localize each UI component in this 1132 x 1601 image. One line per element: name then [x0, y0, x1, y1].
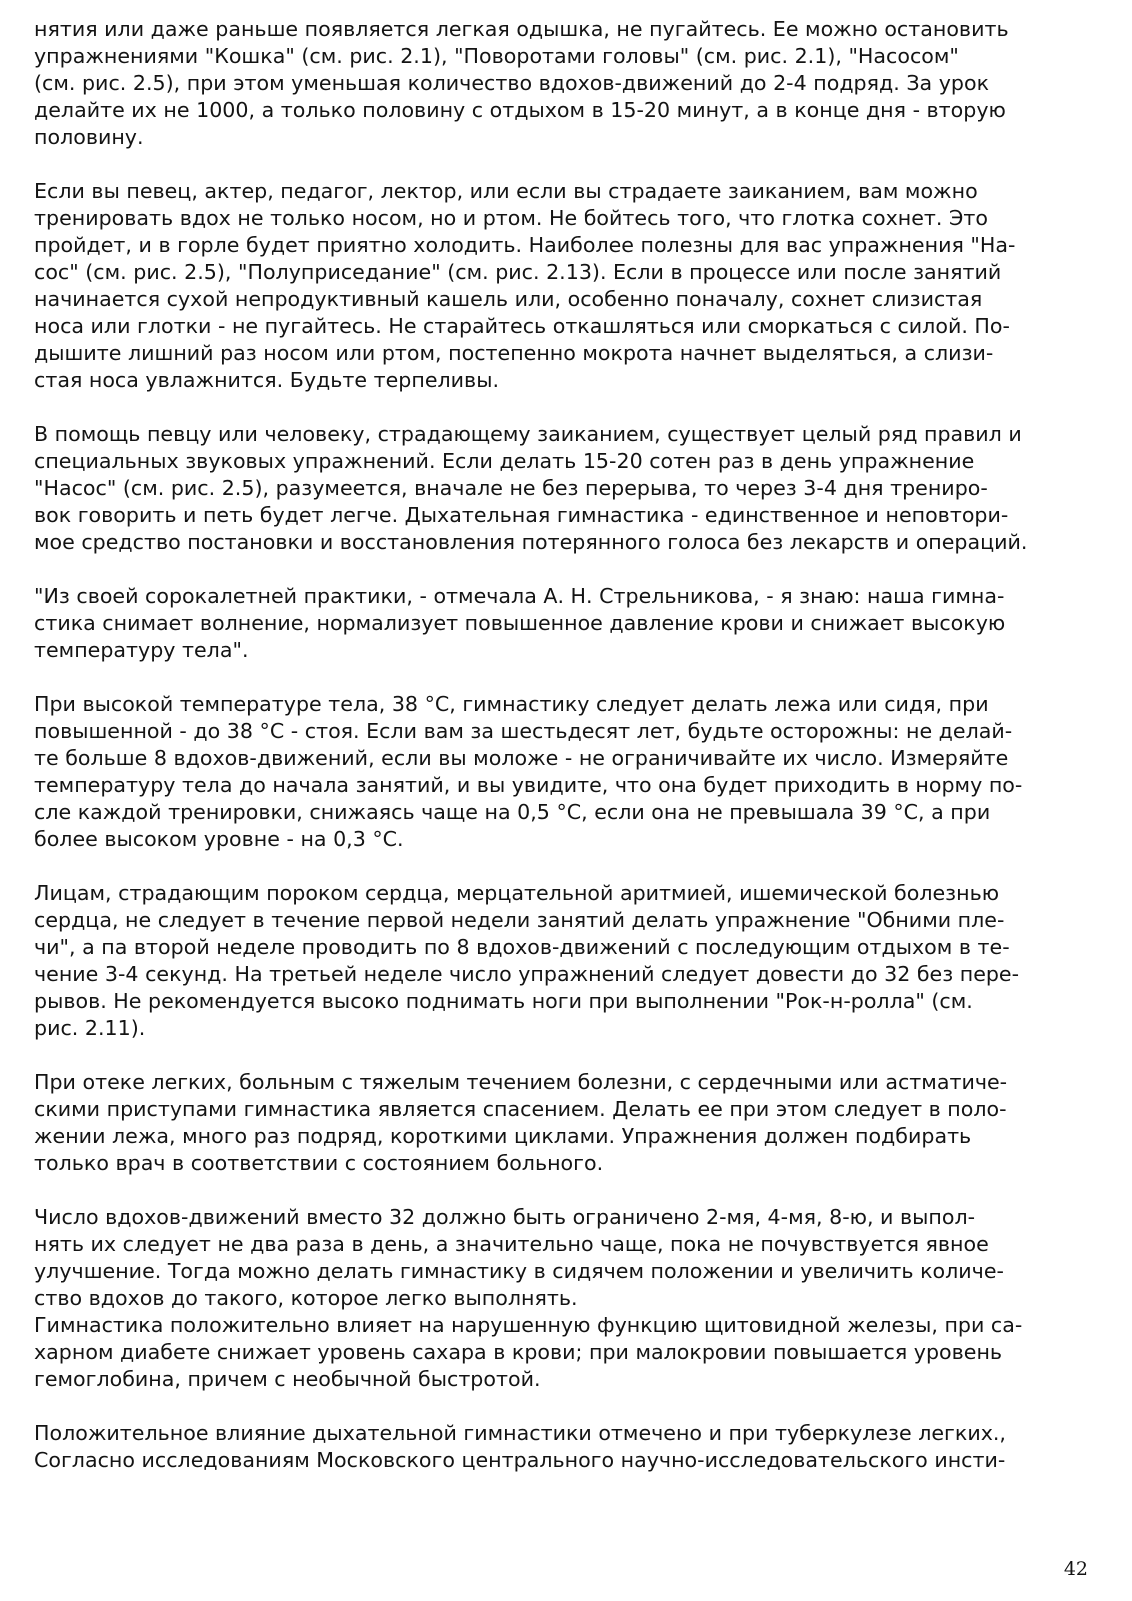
- text-line: ство вдохов до такого, которое легко выполнять.: [34, 1286, 578, 1310]
- text-line: Число вдохов-движений вместо 32 должно быть ограничено 2-мя, 4-мя, 8-ю, и выпол-: [34, 1205, 976, 1229]
- text-line: сердца, не следует в течение первой недели занятий делать упражнение "Обними пле-: [34, 908, 1005, 932]
- paragraph-spacer: [34, 151, 1102, 178]
- document-body: [34, 16, 1102, 1474]
- text-line: те больше 8 вдохов-движений, если вы моложе - не ограничивайте их число. Измеряйте: [34, 746, 1009, 770]
- text-line: дышите лишний раз носом или ртом, постепенно мокрота начнет выделяться, а слизи-: [34, 341, 994, 365]
- paragraph-spacer: [34, 1393, 1102, 1420]
- text-line: пройдет, и в горле будет приятно холодить. Наиболее полезны для вас упражнения "На-: [34, 233, 1016, 257]
- text-line: начинается сухой непродуктивный кашель или, особенно поначалу, сохнет слизистая: [34, 287, 983, 311]
- text-line: Согласно исследованиям Московского центрального научно-исследовательского инсти-: [34, 1448, 1006, 1472]
- text-line: специальных звуковых упражнений. Если делать 15-20 сотен раз в день упражнение: [34, 449, 975, 473]
- text-line: повышенной - до 38 °С - стоя. Если вам за шестьдесят лет, будьте осторожны: не делай-: [34, 719, 1013, 743]
- text-line: В помощь певцу или человеку, страдающему заиканием, существует целый ряд правил и: [34, 422, 1022, 446]
- text-line: упражнениями "Кошка" (см. рис. 2.1), "Поворотами головы" (см. рис. 2.1), "Насосом": [34, 44, 959, 68]
- text-line: При высокой температуре тела, 38 °С, гимнастику следует делать лежа или сидя, при: [34, 692, 989, 716]
- text-line: только врач в соответствии с состоянием больного.: [34, 1151, 604, 1175]
- paragraph: [34, 178, 1102, 394]
- text-line: половину.: [34, 125, 144, 149]
- paragraph: [34, 583, 1102, 664]
- text-line: мое средство постановки и восстановления потерянного голоса без лекарств и операций.: [34, 530, 1028, 554]
- text-line: нять их следует не два раза в день, а значительно чаще, пока не почувствуется явное: [34, 1232, 989, 1256]
- paragraph-spacer: [34, 1042, 1102, 1069]
- text-line: Если вы певец, актер, педагог, лектор, или если вы страдаете заиканием, вам можно: [34, 179, 978, 203]
- text-line: рис. 2.11).: [34, 1016, 146, 1040]
- text-line: чение 3-4 секунд. На третьей неделе число упражнений следует довести до 32 без пере-: [34, 962, 1020, 986]
- text-line: сос" (см. рис. 2.5), "Полуприседание" (см. рис. 2.13). Если в процессе или после занятий: [34, 260, 1002, 284]
- paragraph: [34, 691, 1102, 853]
- paragraph: [34, 421, 1102, 556]
- text-line: сле каждой тренировки, снижаясь чаще на 0,5 °С, если она не превышала 39 °С, а при: [34, 800, 991, 824]
- paragraph-spacer: [34, 664, 1102, 691]
- text-line: чи", а па второй неделе проводить по 8 вдохов-движений с последующим отдыхом в те-: [34, 935, 1010, 959]
- text-line: более высоком уровне - на 0,3 °С.: [34, 827, 404, 851]
- text-line: (см. рис. 2.5), при этом уменьшая количество вдохов-движений до 2-4 подряд. За урок: [34, 71, 990, 95]
- paragraph: [34, 1420, 1102, 1474]
- page-number: 42: [1063, 1558, 1088, 1580]
- text-line: рывов. Не рекомендуется высоко поднимать ноги при выполнении "Рок-н-ролла" (см.: [34, 989, 973, 1013]
- text-line: Гимнастика положительно влияет на нарушенную функцию щитовидной железы, при са-: [34, 1313, 1023, 1337]
- text-line: жении лежа, много раз подряд, короткими циклами. Упражнения должен подбирать: [34, 1124, 972, 1148]
- paragraph-spacer: [34, 1177, 1102, 1204]
- text-line: харном диабете снижает уровень сахара в крови; при малокровии повышается уровень: [34, 1340, 1003, 1364]
- text-line: При отеке легких, больным с тяжелым течением болезни, с сердечными или астматиче-: [34, 1070, 1008, 1094]
- paragraph-spacer: [34, 556, 1102, 583]
- text-line: "Из своей сорокалетней практики, - отмечала А. Н. Стрельникова, - я знаю: наша гимна-: [34, 584, 1005, 608]
- paragraph: [34, 16, 1102, 151]
- text-line: улучшение. Тогда можно делать гимнастику в сидячем положении и увеличить количе-: [34, 1259, 1004, 1283]
- paragraph-spacer: [34, 394, 1102, 421]
- text-line: стая носа увлажнится. Будьте терпеливы.: [34, 368, 499, 392]
- paragraph: [34, 880, 1102, 1042]
- text-line: стика снимает волнение, нормализует повышенное давление крови и снижает высокую: [34, 611, 1006, 635]
- text-line: нятия или даже раньше появляется легкая одышка, не пугайтесь. Ее можно остановить: [34, 17, 1009, 41]
- paragraph-spacer: [34, 853, 1102, 880]
- text-line: гемоглобина, причем с необычной быстротой.: [34, 1367, 541, 1391]
- text-line: Лицам, страдающим пороком сердца, мерцательной аритмией, ишемической болезнью: [34, 881, 1000, 905]
- text-line: вок говорить и петь будет легче. Дыхательная гимнастика - единственное и неповтори-: [34, 503, 1009, 527]
- text-line: температуру тела".: [34, 638, 249, 662]
- text-line: делайте их не 1000, а только половину с отдыхом в 15-20 минут, а в конце дня - вторую: [34, 98, 1006, 122]
- text-line: Положительное влияние дыхательной гимнастики отмечено и при туберкулезе легких.,: [34, 1421, 1006, 1445]
- text-line: носа или глотки - не пугайтесь. Не старайтесь откашляться или сморкаться с силой. По-: [34, 314, 1010, 338]
- text-line: скими приступами гимнастика является спасением. Делать ее при этом следует в поло-: [34, 1097, 1007, 1121]
- text-line: температуру тела до начала занятий, и вы увидите, что она будет приходить в норму по-: [34, 773, 1023, 797]
- paragraph: [34, 1069, 1102, 1177]
- text-line: "Насос" (см. рис. 2.5), разумеется, вначале не без перерыва, то через 3-4 дня трениро-: [34, 476, 988, 500]
- text-line: тренировать вдох не только носом, но и ртом. Не бойтесь того, что глотка сохнет. Это: [34, 206, 988, 230]
- paragraph: [34, 1204, 1102, 1393]
